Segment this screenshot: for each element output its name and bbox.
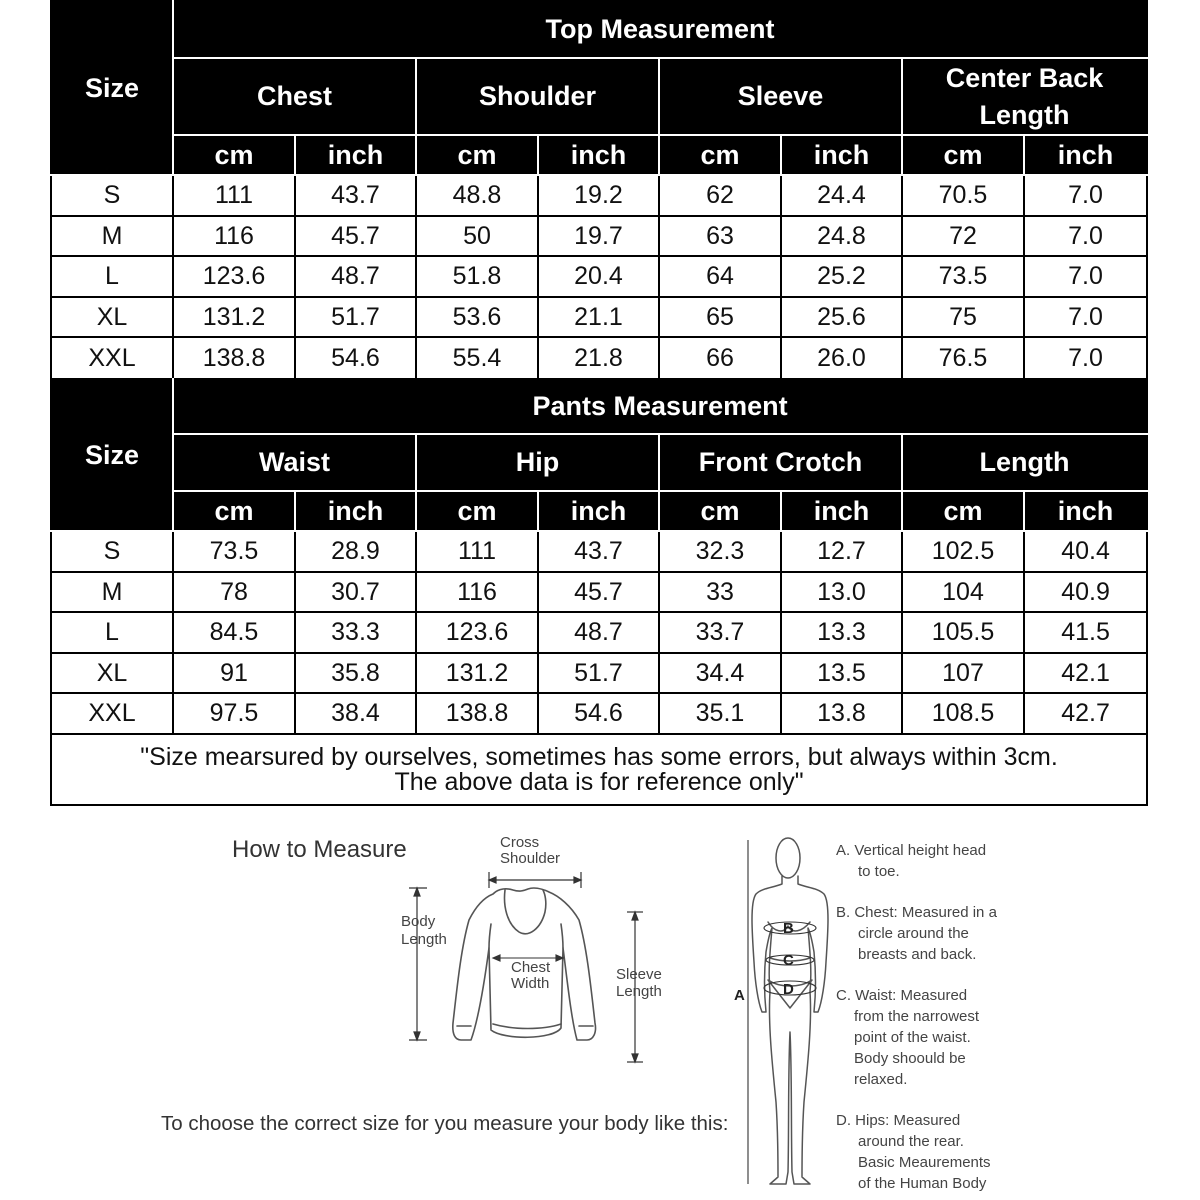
group-header: Length bbox=[902, 434, 1147, 491]
value-cell: 40.4 bbox=[1024, 531, 1147, 572]
table-row bbox=[51, 531, 1147, 572]
value-cell: 54.6 bbox=[295, 337, 416, 379]
value-cell: 91 bbox=[173, 653, 295, 693]
value-cell: 54.6 bbox=[538, 693, 659, 734]
sleeve-length-label-1: Sleeve bbox=[616, 966, 662, 983]
size-cell: XL bbox=[51, 297, 173, 337]
value-cell: 45.7 bbox=[538, 572, 659, 612]
size-header: Size bbox=[51, 1, 173, 175]
legend-a-line-2: to toe. bbox=[858, 863, 900, 880]
value-cell: 48.7 bbox=[295, 256, 416, 297]
value-cell: 107 bbox=[902, 653, 1024, 693]
value-cell: 116 bbox=[173, 216, 295, 256]
value-cell: 73.5 bbox=[902, 256, 1024, 297]
unit-header: cm bbox=[416, 135, 538, 175]
legend-b-line-3: breasts and back. bbox=[858, 946, 977, 963]
unit-header: inch bbox=[1024, 135, 1147, 175]
value-cell: 138.8 bbox=[173, 337, 295, 379]
size-cell: XL bbox=[51, 653, 173, 693]
value-cell: 30.7 bbox=[295, 572, 416, 612]
value-cell: 102.5 bbox=[902, 531, 1024, 572]
value-cell: 108.5 bbox=[902, 693, 1024, 734]
legend-d bbox=[836, 1110, 1026, 1194]
unit-header: inch bbox=[295, 491, 416, 531]
unit-header: cm bbox=[416, 491, 538, 531]
value-cell: 7.0 bbox=[1024, 216, 1147, 256]
unit-header: inch bbox=[781, 135, 902, 175]
value-cell: 33 bbox=[659, 572, 781, 612]
value-cell: 72 bbox=[902, 216, 1024, 256]
value-cell: 45.7 bbox=[295, 216, 416, 256]
table-row bbox=[51, 337, 1147, 379]
value-cell: 24.8 bbox=[781, 216, 902, 256]
size-cell: L bbox=[51, 256, 173, 297]
size-header: Size bbox=[51, 379, 173, 531]
unit-header: cm bbox=[659, 135, 781, 175]
value-cell: 123.6 bbox=[416, 612, 538, 653]
size-note bbox=[51, 734, 1147, 805]
value-cell: 116 bbox=[416, 572, 538, 612]
value-cell: 105.5 bbox=[902, 612, 1024, 653]
value-cell: 50 bbox=[416, 216, 538, 256]
value-cell: 64 bbox=[659, 256, 781, 297]
unit-header: inch bbox=[781, 491, 902, 531]
value-cell: 13.8 bbox=[781, 693, 902, 734]
value-cell: 53.6 bbox=[416, 297, 538, 337]
value-cell: 28.9 bbox=[295, 531, 416, 572]
value-cell: 19.7 bbox=[538, 216, 659, 256]
unit-header: cm bbox=[659, 491, 781, 531]
chest-width-label-1: Chest bbox=[511, 959, 551, 976]
note-line-2: The above data is for reference only" bbox=[394, 767, 804, 796]
group-header: Chest bbox=[173, 58, 416, 135]
unit-header: cm bbox=[173, 135, 295, 175]
table-row bbox=[51, 693, 1147, 734]
value-cell: 75 bbox=[902, 297, 1024, 337]
group-header: Waist bbox=[173, 434, 416, 491]
value-cell: 13.5 bbox=[781, 653, 902, 693]
value-cell: 73.5 bbox=[173, 531, 295, 572]
label-a: A bbox=[734, 987, 745, 1004]
legend-c-line-5: relaxed. bbox=[854, 1071, 908, 1088]
unit-header: inch bbox=[538, 135, 659, 175]
legend-b-line-1: B. Chest: Measured in a bbox=[836, 904, 997, 921]
value-cell: 21.1 bbox=[538, 297, 659, 337]
size-cell: S bbox=[51, 175, 173, 216]
value-cell: 25.6 bbox=[781, 297, 902, 337]
value-cell: 51.7 bbox=[538, 653, 659, 693]
pants-measurement-table bbox=[50, 378, 1148, 806]
value-cell: 76.5 bbox=[902, 337, 1024, 379]
body-length-label-2: Length bbox=[401, 931, 447, 948]
size-cell: S bbox=[51, 531, 173, 572]
table-title: Pants Measurement bbox=[173, 379, 1147, 434]
choose-size-instruction: To choose the correct size for you measure your body like this: bbox=[161, 1112, 729, 1135]
value-cell: 38.4 bbox=[295, 693, 416, 734]
value-cell: 7.0 bbox=[1024, 297, 1147, 337]
legend-a-line-1: A. Vertical height head bbox=[836, 842, 987, 859]
value-cell: 43.7 bbox=[538, 531, 659, 572]
top-measurement-table bbox=[50, 0, 1148, 380]
value-cell: 70.5 bbox=[902, 175, 1024, 216]
value-cell: 78 bbox=[173, 572, 295, 612]
legend-d-line-1: D. Hips: Measured bbox=[836, 1112, 961, 1129]
group-header: Center Back Length bbox=[902, 58, 1147, 135]
value-cell: 7.0 bbox=[1024, 337, 1147, 379]
value-cell: 13.3 bbox=[781, 612, 902, 653]
value-cell: 65 bbox=[659, 297, 781, 337]
group-header: Front Crotch bbox=[659, 434, 902, 491]
unit-header: inch bbox=[538, 491, 659, 531]
value-cell: 111 bbox=[173, 175, 295, 216]
value-cell: 55.4 bbox=[416, 337, 538, 379]
value-cell: 21.8 bbox=[538, 337, 659, 379]
value-cell: 42.1 bbox=[1024, 653, 1147, 693]
value-cell: 62 bbox=[659, 175, 781, 216]
legend-b bbox=[836, 902, 1026, 965]
value-cell: 48.7 bbox=[538, 612, 659, 653]
value-cell: 43.7 bbox=[295, 175, 416, 216]
body-figure-diagram bbox=[728, 832, 828, 1196]
value-cell: 51.8 bbox=[416, 256, 538, 297]
value-cell: 131.2 bbox=[173, 297, 295, 337]
how-to-measure-title: How to Measure bbox=[232, 836, 407, 863]
value-cell: 7.0 bbox=[1024, 175, 1147, 216]
value-cell: 138.8 bbox=[416, 693, 538, 734]
value-cell: 7.0 bbox=[1024, 256, 1147, 297]
chest-width-label-2: Width bbox=[511, 975, 550, 992]
sweater-measure-diagram bbox=[395, 828, 685, 1078]
cross-shoulder-label-1: Cross bbox=[500, 834, 540, 851]
value-cell: 42.7 bbox=[1024, 693, 1147, 734]
table-row bbox=[51, 175, 1147, 216]
label-d: D bbox=[783, 981, 794, 998]
value-cell: 33.3 bbox=[295, 612, 416, 653]
value-cell: 51.7 bbox=[295, 297, 416, 337]
legend-b-line-2: circle around the bbox=[858, 925, 969, 942]
value-cell: 35.8 bbox=[295, 653, 416, 693]
table-row bbox=[51, 653, 1147, 693]
legend-c-line-2: from the narrowest bbox=[854, 1008, 980, 1025]
sweater-neckline bbox=[505, 890, 546, 934]
group-header: Sleeve bbox=[659, 58, 902, 135]
value-cell: 13.0 bbox=[781, 572, 902, 612]
unit-header: cm bbox=[902, 135, 1024, 175]
label-b: B bbox=[783, 920, 794, 937]
sleeve-length-label-2: Length bbox=[616, 983, 662, 1000]
legend-c-line-3: point of the waist. bbox=[854, 1029, 971, 1046]
value-cell: 123.6 bbox=[173, 256, 295, 297]
value-cell: 35.1 bbox=[659, 693, 781, 734]
value-cell: 26.0 bbox=[781, 337, 902, 379]
value-cell: 84.5 bbox=[173, 612, 295, 653]
value-cell: 34.4 bbox=[659, 653, 781, 693]
table-row bbox=[51, 256, 1147, 297]
table-title: Top Measurement bbox=[173, 1, 1147, 58]
value-cell: 19.2 bbox=[538, 175, 659, 216]
unit-header: inch bbox=[1024, 491, 1147, 531]
value-cell: 111 bbox=[416, 531, 538, 572]
group-header: Shoulder bbox=[416, 58, 659, 135]
size-cell: XXL bbox=[51, 337, 173, 379]
size-cell: M bbox=[51, 216, 173, 256]
value-cell: 20.4 bbox=[538, 256, 659, 297]
size-cell: M bbox=[51, 572, 173, 612]
unit-header: cm bbox=[902, 491, 1024, 531]
group-header: Hip bbox=[416, 434, 659, 491]
value-cell: 24.4 bbox=[781, 175, 902, 216]
size-cell: L bbox=[51, 612, 173, 653]
table-row bbox=[51, 572, 1147, 612]
legend-c-line-4: Body shoould be bbox=[854, 1050, 966, 1067]
legend-d-line-3: Basic Meaurements bbox=[858, 1154, 991, 1171]
value-cell: 97.5 bbox=[173, 693, 295, 734]
value-cell: 32.3 bbox=[659, 531, 781, 572]
size-cell: XXL bbox=[51, 693, 173, 734]
unit-header: cm bbox=[173, 491, 295, 531]
table-row bbox=[51, 216, 1147, 256]
value-cell: 63 bbox=[659, 216, 781, 256]
cross-shoulder-label-2: Shoulder bbox=[500, 850, 561, 867]
legend-d-line-2: around the rear. bbox=[858, 1133, 964, 1150]
unit-header: inch bbox=[295, 135, 416, 175]
legend-c-line-1: C. Waist: Measured bbox=[836, 987, 968, 1004]
value-cell: 48.8 bbox=[416, 175, 538, 216]
value-cell: 131.2 bbox=[416, 653, 538, 693]
value-cell: 66 bbox=[659, 337, 781, 379]
note-line-1: "Size mearsured by ourselves, sometimes has some errors, but always within 3cm. bbox=[140, 742, 1058, 771]
legend-a bbox=[836, 840, 1026, 882]
value-cell: 12.7 bbox=[781, 531, 902, 572]
value-cell: 104 bbox=[902, 572, 1024, 612]
table-row bbox=[51, 297, 1147, 337]
body-length-label-1: Body bbox=[401, 913, 436, 930]
value-cell: 33.7 bbox=[659, 612, 781, 653]
value-cell: 40.9 bbox=[1024, 572, 1147, 612]
legend-c bbox=[836, 985, 1026, 1090]
value-cell: 41.5 bbox=[1024, 612, 1147, 653]
table-row bbox=[51, 612, 1147, 653]
label-c: C bbox=[783, 952, 794, 969]
legend-d-line-4: of the Human Body bbox=[858, 1175, 987, 1192]
value-cell: 25.2 bbox=[781, 256, 902, 297]
